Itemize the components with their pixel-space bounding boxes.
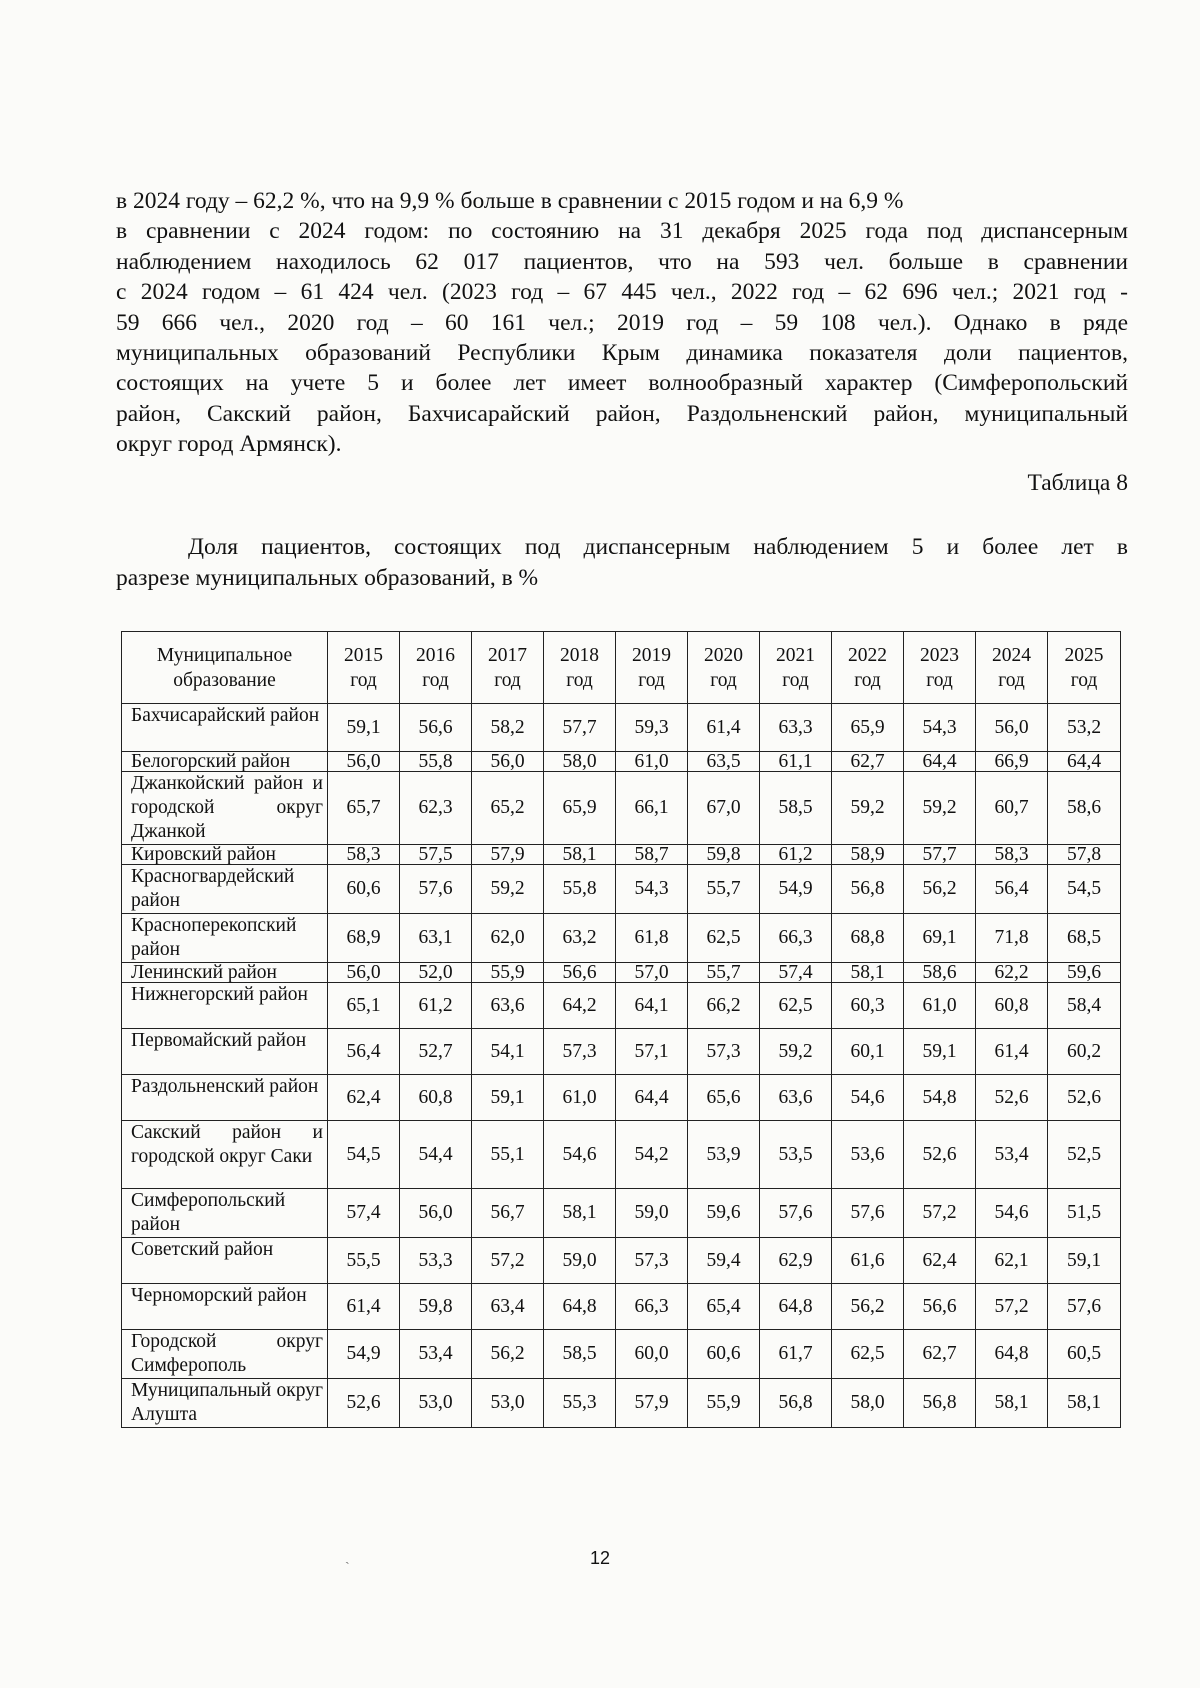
municipality-name: Городской округ Симферополь [122,1330,328,1379]
share-value-cell: 58,1 [544,1189,616,1238]
share-value-cell: 56,8 [832,865,904,914]
share-value-cell: 61,4 [688,704,760,752]
municipality-name: Сакский район и городской округ Саки [122,1121,328,1189]
share-value-cell: 56,8 [760,1379,832,1428]
share-value-cell: 54,6 [544,1121,616,1189]
share-value-cell: 63,6 [472,983,544,1029]
share-value-cell: 59,1 [472,1075,544,1121]
share-value-cell: 56,6 [400,704,472,752]
municipality-name: Белогорский район [122,752,328,772]
share-value-cell: 59,0 [544,1238,616,1284]
share-value-cell: 53,4 [976,1121,1048,1189]
header-year-number: 2025 [1064,644,1104,666]
share-value-cell: 56,6 [544,963,616,983]
share-value-cell: 59,8 [688,845,760,865]
header-year-unit: год [350,669,377,691]
share-value-cell: 56,4 [976,865,1048,914]
share-value-cell: 57,8 [1048,845,1121,865]
share-value-cell: 56,0 [976,704,1048,752]
share-value-cell: 57,7 [544,704,616,752]
share-value-cell: 54,3 [904,704,976,752]
share-value-cell: 71,8 [976,914,1048,963]
table-row [122,1330,1121,1379]
header-year-number: 2022 [848,644,887,666]
share-value-cell: 62,7 [832,752,904,772]
share-value-cell: 56,7 [472,1189,544,1238]
share-value-cell: 59,2 [904,772,976,845]
share-value-cell: 60,2 [1048,1029,1121,1075]
share-value-cell: 56,4 [328,1029,400,1075]
share-value-cell: 56,6 [904,1284,976,1330]
table-row [122,1238,1121,1284]
share-value-cell: 58,1 [1048,1379,1121,1428]
share-value-cell: 55,3 [544,1379,616,1428]
municipality-name: Черноморский район [122,1284,328,1330]
header-year-unit: год [710,669,737,691]
share-value-cell: 55,7 [688,865,760,914]
municipality-name: Симферопольский район [122,1189,328,1238]
table-row [122,1284,1121,1330]
share-value-cell: 56,2 [904,865,976,914]
share-value-cell: 63,1 [400,914,472,963]
table-row [122,1121,1121,1189]
share-value-cell: 57,6 [760,1189,832,1238]
paragraph-line: наблюдением находилось 62 017 пациентов, что на 593 чел. больше в сравнении [116,248,1128,275]
share-value-cell: 54,5 [328,1121,400,1189]
share-value-cell: 53,0 [400,1379,472,1428]
share-value-cell: 57,6 [1048,1284,1121,1330]
share-value-cell: 55,7 [688,963,760,983]
share-value-cell: 61,8 [616,914,688,963]
share-value-cell: 54,3 [616,865,688,914]
municipality-name: Муниципальный округ Алушта [122,1379,328,1428]
share-value-cell: 58,5 [760,772,832,845]
paragraph-line: состоящих на учете 5 и более лет имеет волнообразный характер (Симферопольский [116,370,1128,397]
share-value-cell: 60,3 [832,983,904,1029]
share-value-cell: 52,6 [904,1121,976,1189]
municipality-name: Раздольненский район [122,1075,328,1121]
header-year [904,632,976,704]
header-year-unit: год [854,669,881,691]
share-value-cell: 62,4 [328,1075,400,1121]
municipality-name: Красноперекопский район [122,914,328,963]
share-value-cell: 58,7 [616,845,688,865]
share-value-cell: 64,1 [616,983,688,1029]
share-value-cell: 64,4 [904,752,976,772]
share-value-cell: 57,3 [544,1029,616,1075]
header-year-unit: год [998,669,1025,691]
table-row [122,752,1121,772]
share-value-cell: 61,4 [328,1284,400,1330]
share-value-cell: 57,6 [832,1189,904,1238]
table-row [122,865,1121,914]
header-year [976,632,1048,704]
share-value-cell: 58,5 [544,1330,616,1379]
body-paragraph [116,186,1128,460]
share-value-cell: 62,2 [976,963,1048,983]
header-municipality-line2: образование [173,669,276,691]
share-value-cell: 56,0 [472,752,544,772]
share-value-cell: 63,3 [760,704,832,752]
header-year [688,632,760,704]
table-row [122,845,1121,865]
share-value-cell: 65,6 [688,1075,760,1121]
share-value-cell: 54,6 [832,1075,904,1121]
data-table [121,631,1121,1428]
share-value-cell: 57,1 [616,1029,688,1075]
share-value-cell: 62,4 [904,1238,976,1284]
share-value-cell: 66,1 [616,772,688,845]
share-value-cell: 59,2 [472,865,544,914]
share-value-cell: 58,1 [544,845,616,865]
share-value-cell: 56,2 [472,1330,544,1379]
share-value-cell: 57,0 [616,963,688,983]
share-value-cell: 62,3 [400,772,472,845]
header-year [616,632,688,704]
paragraph-line: 59 666 чел., 2020 год – 60 161 чел.; 2019 год – 59 108 чел.). Однако в ряде [116,309,1128,336]
municipality-name: Бахчисарайский район [122,704,328,752]
share-value-cell: 64,8 [544,1284,616,1330]
share-value-cell: 59,1 [904,1029,976,1075]
share-value-cell: 62,5 [688,914,760,963]
municipality-name: Советский район [122,1238,328,1284]
share-value-cell: 58,9 [832,845,904,865]
header-year-number: 2024 [992,644,1031,666]
table-row [122,1075,1121,1121]
table-row [122,983,1121,1029]
share-value-cell: 68,8 [832,914,904,963]
share-value-cell: 61,0 [904,983,976,1029]
table-header-row [122,632,1121,704]
share-value-cell: 56,2 [832,1284,904,1330]
header-municipality [122,632,328,704]
share-value-cell: 59,6 [1048,963,1121,983]
table-row [122,1379,1121,1428]
share-value-cell: 55,8 [400,752,472,772]
share-value-cell: 58,1 [976,1379,1048,1428]
table-caption [116,532,1128,594]
share-value-cell: 61,7 [760,1330,832,1379]
share-value-cell: 62,7 [904,1330,976,1379]
header-year-number: 2016 [416,644,455,666]
share-value-cell: 64,4 [616,1075,688,1121]
share-value-cell: 57,3 [688,1029,760,1075]
header-municipality-line1: Муниципальное [156,644,293,666]
header-year [400,632,472,704]
header-year [832,632,904,704]
share-value-cell: 53,5 [760,1121,832,1189]
share-value-cell: 52,5 [1048,1121,1121,1189]
header-year-unit: год [638,669,665,691]
share-value-cell: 58,1 [832,963,904,983]
header-year-unit: год [494,669,521,691]
header-year-number: 2020 [704,644,743,666]
share-value-cell: 66,3 [616,1284,688,1330]
share-value-cell: 52,0 [400,963,472,983]
paragraph-line: округ город Армянск). [116,431,342,458]
header-year-number: 2021 [776,644,815,666]
header-year-unit: год [1070,669,1098,691]
share-value-cell: 61,2 [400,983,472,1029]
header-year [472,632,544,704]
table-row [122,704,1121,752]
share-value-cell: 63,6 [760,1075,832,1121]
share-value-cell: 56,0 [328,963,400,983]
share-value-cell: 51,5 [1048,1189,1121,1238]
share-value-cell: 54,9 [760,865,832,914]
share-value-cell: 65,2 [472,772,544,845]
share-value-cell: 57,9 [616,1379,688,1428]
share-value-cell: 66,9 [976,752,1048,772]
share-value-cell: 64,4 [1048,752,1121,772]
share-value-cell: 57,7 [904,845,976,865]
share-value-cell: 60,6 [688,1330,760,1379]
share-value-cell: 55,9 [688,1379,760,1428]
share-value-cell: 64,8 [976,1330,1048,1379]
share-value-cell: 55,1 [472,1121,544,1189]
header-year-number: 2019 [632,644,671,666]
share-value-cell: 65,4 [688,1284,760,1330]
share-value-cell: 66,2 [688,983,760,1029]
share-value-cell: 53,4 [400,1330,472,1379]
header-year-number: 2023 [920,644,959,666]
share-value-cell: 59,2 [832,772,904,845]
share-value-cell: 64,2 [544,983,616,1029]
share-value-cell: 52,6 [976,1075,1048,1121]
share-value-cell: 58,0 [832,1379,904,1428]
share-value-cell: 62,5 [832,1330,904,1379]
share-value-cell: 61,4 [976,1029,1048,1075]
header-year-unit: год [422,669,449,691]
paragraph-line: район, Сакский район, Бахчисарайский район, Раздольненский район, муниципальный [116,400,1128,427]
municipality-name: Первомайский район [122,1029,328,1075]
share-value-cell: 60,5 [1048,1330,1121,1379]
share-value-cell: 57,4 [328,1189,400,1238]
share-value-cell: 54,5 [1048,865,1121,914]
share-value-cell: 60,8 [400,1075,472,1121]
share-value-cell: 57,3 [616,1238,688,1284]
share-value-cell: 65,1 [328,983,400,1029]
header-year-unit: год [782,669,809,691]
header-year-number: 2017 [488,644,527,666]
share-value-cell: 53,3 [400,1238,472,1284]
share-value-cell: 69,1 [904,914,976,963]
share-value-cell: 68,5 [1048,914,1121,963]
share-value-cell: 68,9 [328,914,400,963]
municipality-name: Красногвардейский район [122,865,328,914]
municipality-name: Нижнегорский район [122,983,328,1029]
header-year [544,632,616,704]
share-value-cell: 54,9 [328,1330,400,1379]
header-year-unit: год [926,669,953,691]
table-number-label: Таблица 8 [1027,470,1128,496]
share-value-cell: 61,2 [760,845,832,865]
share-value-cell: 58,0 [544,752,616,772]
share-value-cell: 60,6 [328,865,400,914]
paragraph-line: в 2024 году – 62,2 %, что на 9,9 % больше в сравнении с 2015 годом и на 6,9 % [116,188,904,214]
share-value-cell: 66,3 [760,914,832,963]
share-value-cell: 57,4 [760,963,832,983]
share-value-cell: 62,1 [976,1238,1048,1284]
share-value-cell: 61,0 [544,1075,616,1121]
caption-line: Доля пациентов, состоящих под диспансерным наблюдением 5 и более лет в [188,534,1128,560]
share-value-cell: 52,7 [400,1029,472,1075]
share-value-cell: 56,0 [328,752,400,772]
share-value-cell: 58,3 [976,845,1048,865]
share-value-cell: 62,5 [760,983,832,1029]
share-value-cell: 54,6 [976,1189,1048,1238]
table-row [122,1029,1121,1075]
share-value-cell: 60,7 [976,772,1048,845]
header-year [328,632,400,704]
share-value-cell: 54,1 [472,1029,544,1075]
share-value-cell: 61,6 [832,1238,904,1284]
share-value-cell: 53,0 [472,1379,544,1428]
share-value-cell: 64,8 [760,1284,832,1330]
share-value-cell: 63,2 [544,914,616,963]
share-value-cell: 60,1 [832,1029,904,1075]
share-value-cell: 57,2 [976,1284,1048,1330]
table-row [122,1189,1121,1238]
share-value-cell: 54,8 [904,1075,976,1121]
share-value-cell: 59,1 [328,704,400,752]
share-value-cell: 59,2 [760,1029,832,1075]
share-value-cell: 59,1 [1048,1238,1121,1284]
share-value-cell: 62,9 [760,1238,832,1284]
share-value-cell: 52,6 [1048,1075,1121,1121]
table-row [122,914,1121,963]
share-value-cell: 60,8 [976,983,1048,1029]
share-value-cell: 52,6 [328,1379,400,1428]
share-value-cell: 60,0 [616,1330,688,1379]
share-value-cell: 59,4 [688,1238,760,1284]
share-value-cell: 63,4 [472,1284,544,1330]
municipality-name: Ленинский район [122,963,328,983]
share-value-cell: 59,6 [688,1189,760,1238]
share-value-cell: 65,7 [328,772,400,845]
share-value-cell: 55,9 [472,963,544,983]
share-value-cell: 53,2 [1048,704,1121,752]
municipality-name: Джанкойский район и городской округ Джанкой [122,772,328,845]
share-value-cell: 57,6 [400,865,472,914]
share-value-cell: 59,3 [616,704,688,752]
paragraph-line: в сравнении с 2024 годом: по состоянию на 31 декабря 2025 года под диспансерным [116,218,1128,245]
table-row [122,963,1121,983]
share-value-cell: 62,0 [472,914,544,963]
share-value-cell: 59,8 [400,1284,472,1330]
table-row [122,772,1121,845]
share-value-cell: 65,9 [544,772,616,845]
share-value-cell: 55,5 [328,1238,400,1284]
share-value-cell: 57,5 [400,845,472,865]
header-year-unit: год [566,669,593,691]
share-value-cell: 58,2 [472,704,544,752]
share-value-cell: 58,6 [904,963,976,983]
share-value-cell: 63,5 [688,752,760,772]
share-value-cell: 57,2 [904,1189,976,1238]
share-value-cell: 55,8 [544,865,616,914]
share-value-cell: 53,9 [688,1121,760,1189]
paragraph-line: муниципальных образований Республики Крым динамика показателя доли пациентов, [116,340,1128,367]
share-value-cell: 65,9 [832,704,904,752]
scan-mark: ˏ [345,1550,350,1565]
header-year [760,632,832,704]
page-number: 12 [589,1548,611,1568]
header-year [1048,632,1121,704]
header-year-number: 2015 [344,644,383,666]
caption-line: разрезе муниципальных образований, в % [116,565,539,591]
share-value-cell: 53,6 [832,1121,904,1189]
share-value-cell: 59,0 [616,1189,688,1238]
share-value-cell: 54,2 [616,1121,688,1189]
share-value-cell: 58,4 [1048,983,1121,1029]
share-value-cell: 56,0 [400,1189,472,1238]
share-value-cell: 56,8 [904,1379,976,1428]
share-value-cell: 61,1 [760,752,832,772]
share-value-cell: 58,3 [328,845,400,865]
share-value-cell: 67,0 [688,772,760,845]
header-year-number: 2018 [560,644,599,666]
municipality-name: Кировский район [122,845,328,865]
share-value-cell: 58,6 [1048,772,1121,845]
paragraph-line: с 2024 годом – 61 424 чел. (2023 год – 67 445 чел., 2022 год – 62 696 чел.; 2021 год - [116,279,1128,306]
share-value-cell: 61,0 [616,752,688,772]
share-value-cell: 57,9 [472,845,544,865]
share-value-cell: 57,2 [472,1238,544,1284]
share-value-cell: 54,4 [400,1121,472,1189]
